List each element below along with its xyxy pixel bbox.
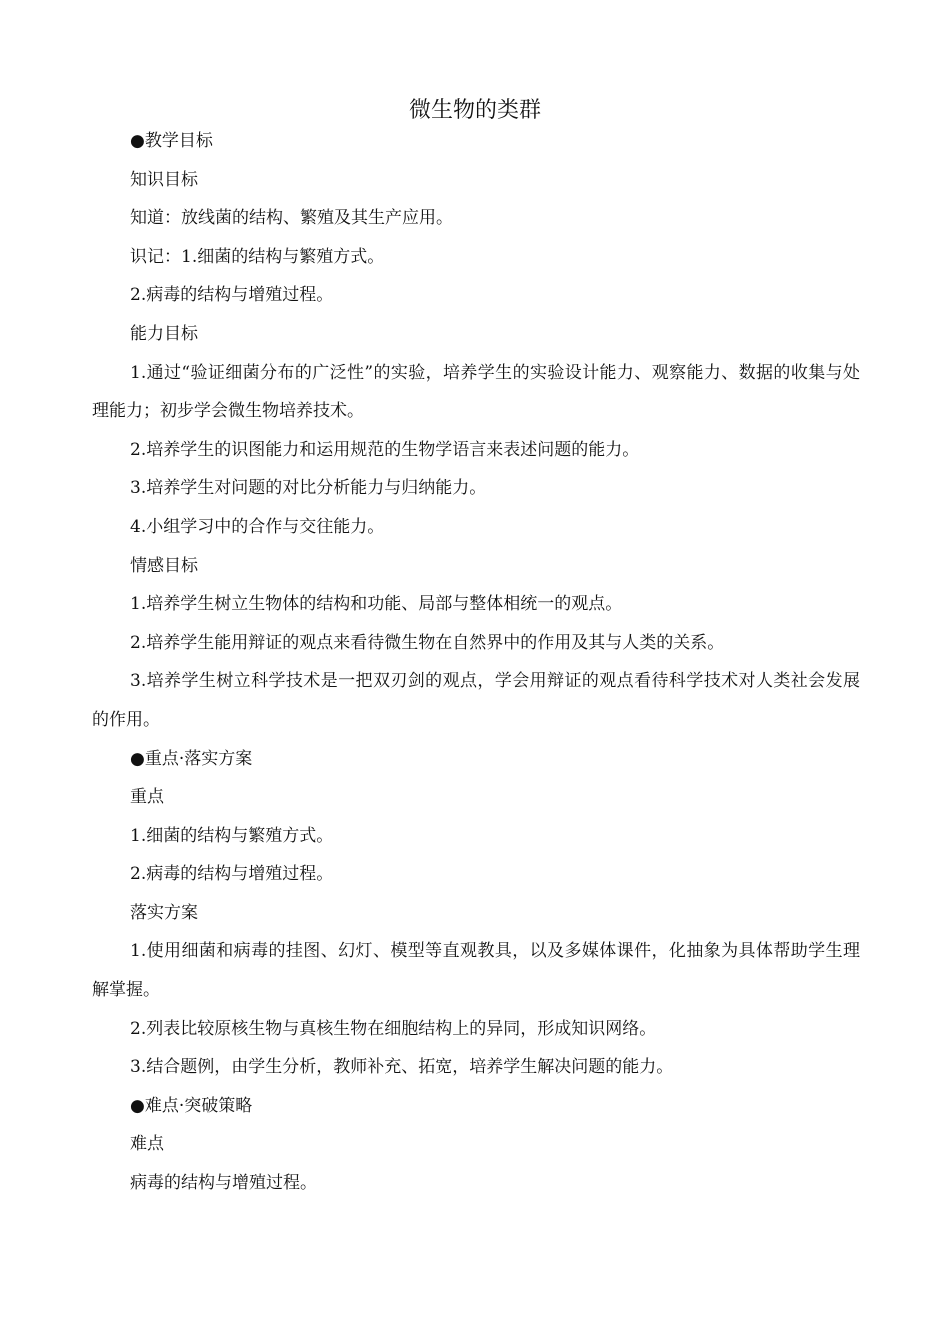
text-line: 情感目标 [130, 555, 198, 576]
text-line: 难点 [130, 1134, 164, 1155]
text-line: 识记：1.细菌的结构与繁殖方式。 [130, 246, 385, 267]
text-line: 重点 [130, 787, 164, 808]
paragraph: 1.通过“验证细菌分布的广泛性”的实验，培养学生的实验设计能力、观察能力、数据的收集与处理能力；初步学会微生物培养技术。 [92, 362, 860, 422]
text-line: 病毒的结构与增殖过程。 [130, 1173, 317, 1194]
text-line: 4.小组学习中的合作与交往能力。 [130, 516, 385, 537]
document-body [92, 122, 860, 1203]
document-title: 微生物的类群 [408, 98, 541, 123]
text-line: 3.培养学生对问题的对比分析能力与归纳能力。 [130, 478, 487, 499]
text-line: 2.培养学生能用辩证的观点来看待微生物在自然界中的作用及其与人类的关系。 [130, 632, 725, 653]
text-line: 1.细菌的结构与繁殖方式。 [130, 825, 334, 846]
text-line: 能力目标 [130, 323, 198, 344]
text-line: 落实方案 [130, 902, 198, 923]
text-line: 知识目标 [130, 169, 198, 190]
text-line: 2.列表比较原核生物与真核生物在细胞结构上的异同，形成知识网络。 [130, 1018, 657, 1039]
paragraph: 3.培养学生树立科学技术是一把双刃剑的观点，学会用辩证的观点看待科学技术对人类社会发展的作用。 [92, 671, 860, 730]
section-heading: ●难点·突破策略 [130, 1095, 253, 1116]
section-heading: ●教学目标 [130, 131, 213, 151]
text-line: 2.病毒的结构与增殖过程。 [130, 285, 334, 306]
text-line: 3.结合题例，由学生分析，教师补充、拓宽，培养学生解决问题的能力。 [130, 1057, 674, 1078]
text-line: 1.培养学生树立生物体的结构和功能、局部与整体相统一的观点。 [130, 594, 623, 615]
text-line: 2.培养学生的识图能力和运用规范的生物学语言来表述问题的能力。 [130, 439, 640, 460]
text-line: 2.病毒的结构与增殖过程。 [130, 864, 334, 885]
paragraph: 1.使用细菌和病毒的挂图、幻灯、模型等直观教具，以及多媒体课件，化抽象为具体帮助学生理解掌握。 [92, 941, 860, 1001]
text-line: 知道：放线菌的结构、繁殖及其生产应用。 [130, 208, 453, 229]
section-heading: ●重点·落实方案 [130, 748, 253, 769]
